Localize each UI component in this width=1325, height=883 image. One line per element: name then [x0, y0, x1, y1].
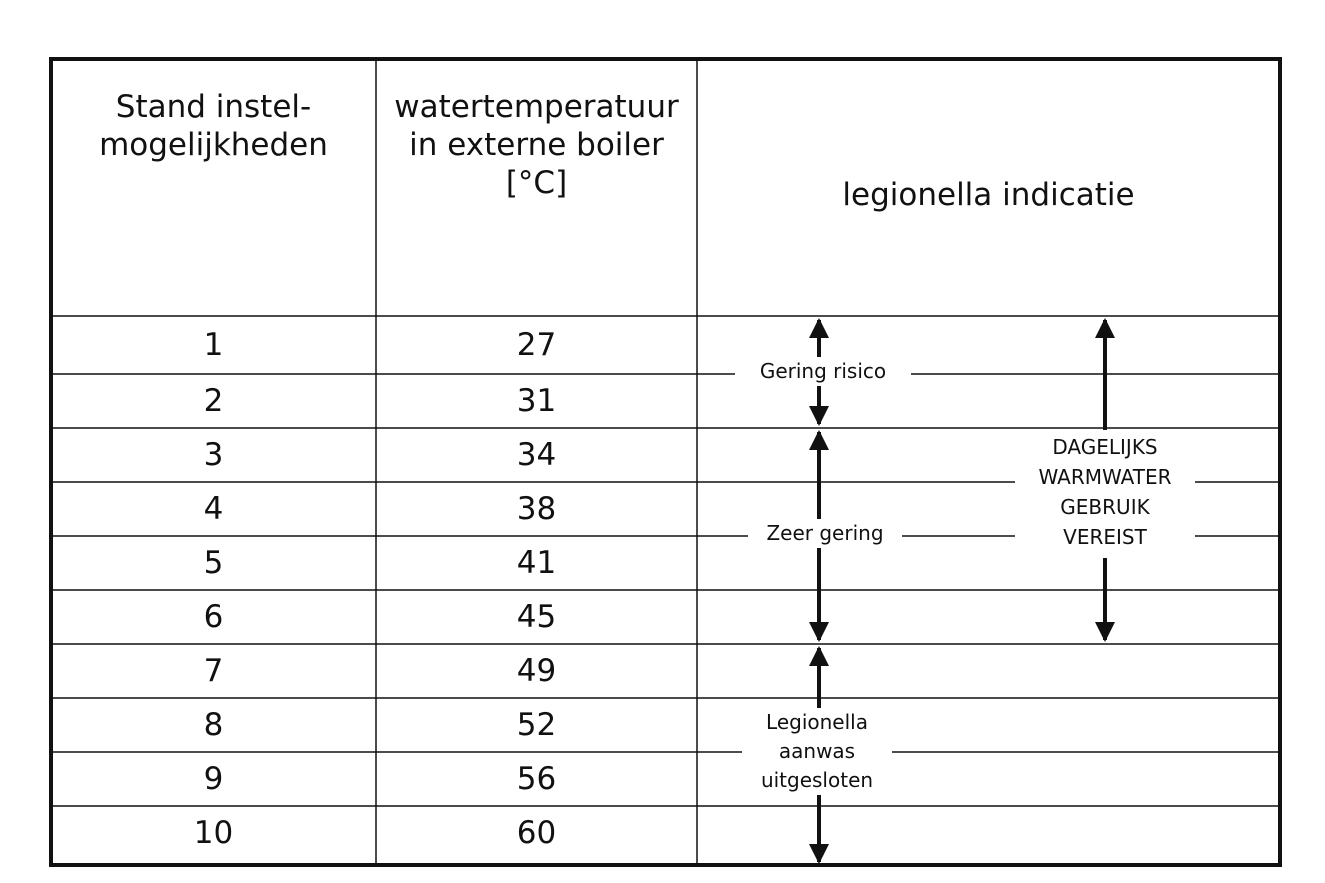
- header-temperature: watertemperatuur in externe boiler [°C]: [394, 89, 679, 201]
- temp-cell: 45: [516, 599, 557, 635]
- temp-cell: 52: [516, 707, 557, 743]
- stand-cell: 7: [203, 653, 224, 689]
- stand-cell: 5: [203, 545, 224, 581]
- temp-cell: 27: [516, 327, 557, 363]
- temp-cell: 56: [516, 761, 557, 797]
- temp-cell: 41: [516, 545, 557, 581]
- stand-cell: 6: [203, 599, 224, 635]
- stand-cell: 10: [193, 815, 234, 851]
- temp-cell: 38: [516, 491, 557, 527]
- header-legionella: legionella indicatie: [842, 177, 1135, 213]
- label-daily-use: DAGELIJKS WARMWATER GEBRUIK VEREIST: [1015, 430, 1195, 558]
- temp-cell: 49: [516, 653, 557, 689]
- stand-cell: 1: [203, 327, 224, 363]
- label-very-low: Zeer gering: [748, 519, 902, 548]
- stand-cell: 2: [203, 383, 224, 419]
- stand-cell: 8: [203, 707, 224, 743]
- stand-cell: 9: [203, 761, 224, 797]
- label-low-risk: Gering risico: [735, 357, 911, 386]
- label-excluded: Legionella aanwas uitgesloten: [742, 708, 892, 795]
- header-stand: Stand instel- mogelijkheden: [99, 89, 328, 163]
- stand-cell: 4: [203, 491, 224, 527]
- stand-cell: 3: [203, 437, 224, 473]
- temp-cell: 34: [516, 437, 557, 473]
- temp-cell: 31: [516, 383, 557, 419]
- temp-cell: 60: [516, 815, 557, 851]
